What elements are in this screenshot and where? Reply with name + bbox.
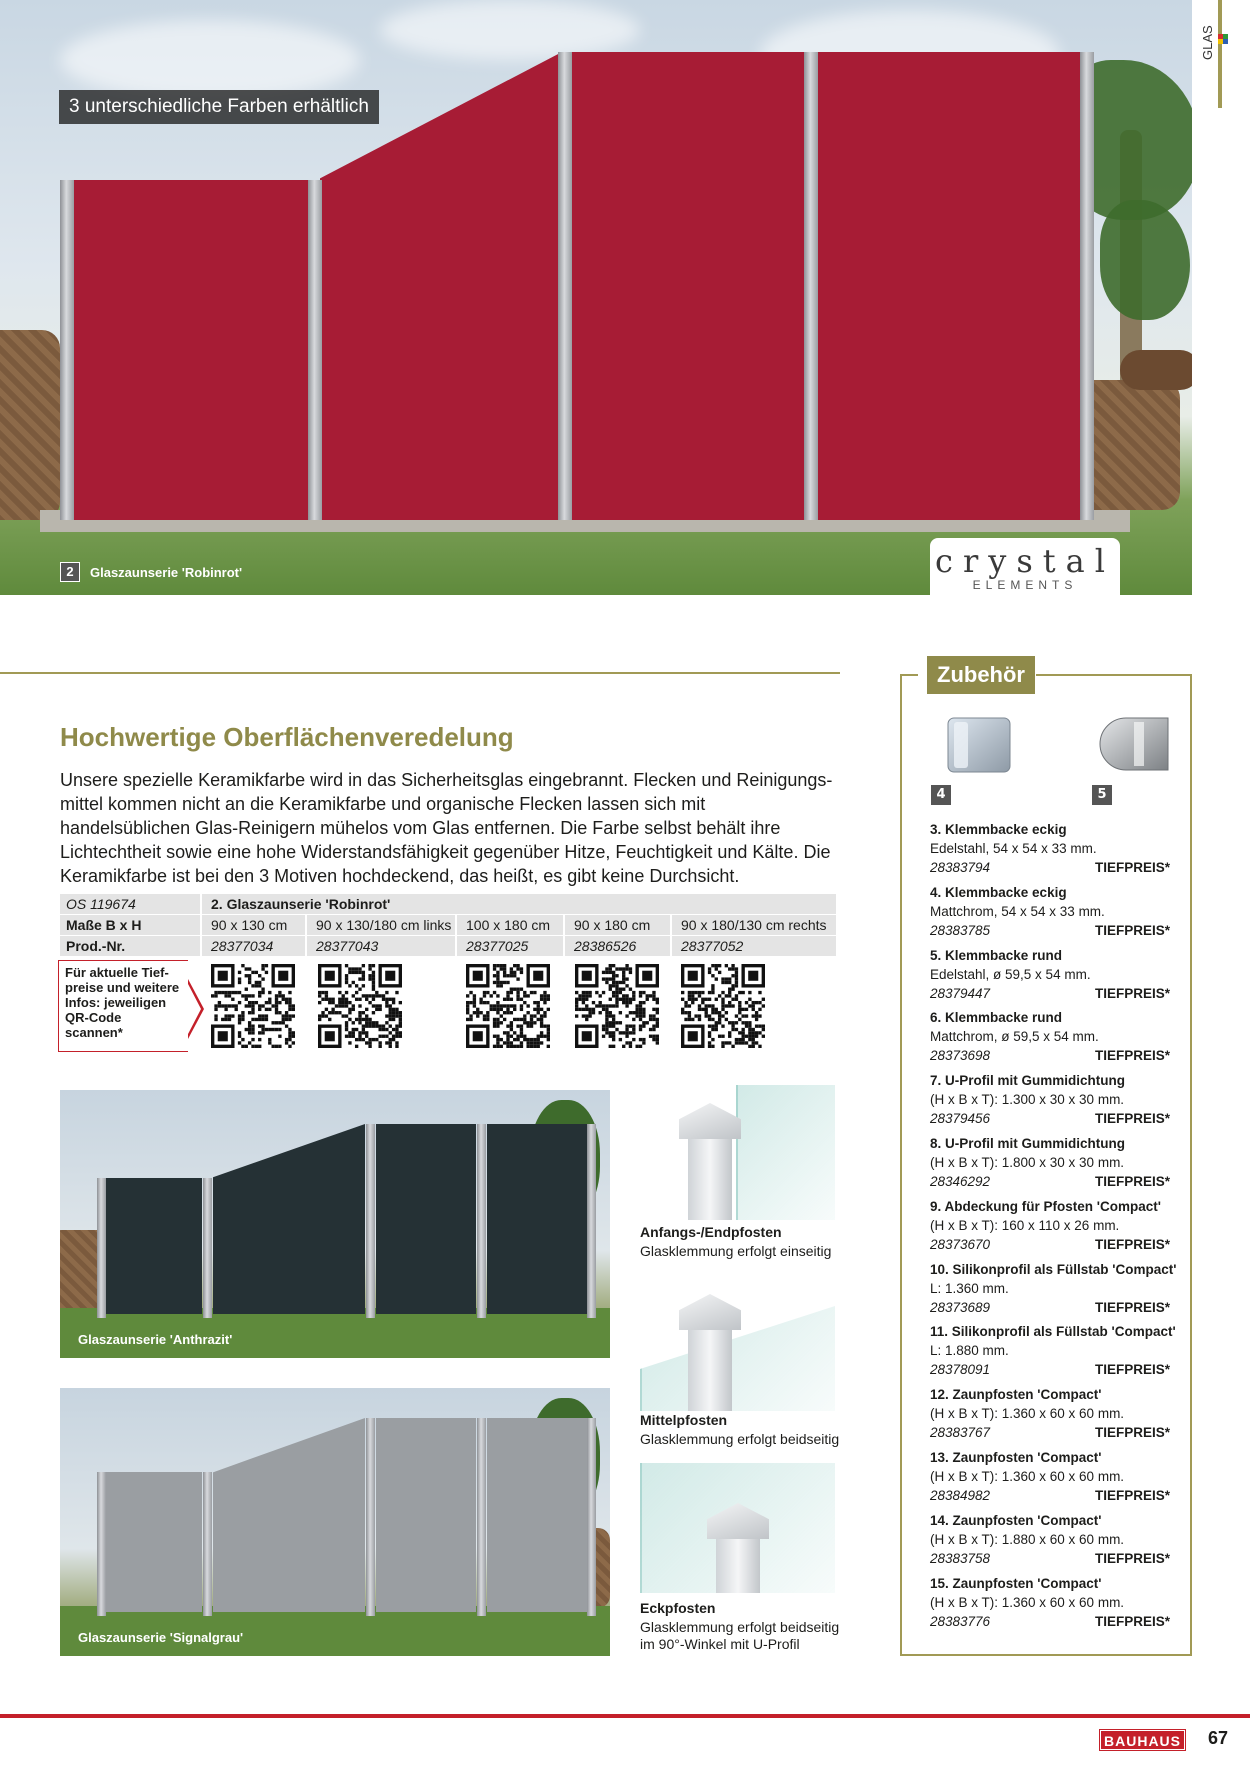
accessory-desc: Edelstahl, ø 59,5 x 54 mm. xyxy=(930,966,1091,982)
hero-caption-text: Glaszaunserie 'Robinrot' xyxy=(90,564,243,580)
accessory-title: 10. Silikonprofil als Füllstab 'Compact' xyxy=(930,1261,1177,1277)
price-label: TIEFPREIS* xyxy=(1094,1236,1170,1252)
hero-image xyxy=(0,0,1192,595)
accessory-item xyxy=(930,1260,1177,1323)
prod-label: Prod.-Nr. xyxy=(66,938,126,954)
fence-panel xyxy=(572,52,804,520)
accessory-title: 8. U-Profil mit Gummidichtung xyxy=(930,1135,1125,1151)
footer-rule xyxy=(0,1714,1250,1718)
accessory-desc: (H x B x T): 1.360 x 60 x 60 mm. xyxy=(930,1468,1125,1484)
category-color-dots xyxy=(1218,34,1228,44)
accessory-desc: (H x B x T): 1.880 x 60 x 60 mm. xyxy=(930,1531,1125,1547)
accessory-prod-nr: 28346292 TIEFPREIS* xyxy=(930,1173,1170,1189)
image-number: 4 xyxy=(931,785,951,805)
size-cell: 100 x 180 cm xyxy=(466,917,551,933)
size-cell: 90 x 180/130 cm rechts xyxy=(681,917,827,933)
price-label: TIEFPREIS* xyxy=(1094,1173,1170,1189)
section-heading: Hochwertige Oberflächenveredelung xyxy=(60,722,514,752)
clamp-square-image xyxy=(940,712,1020,776)
accessory-desc: L: 1.880 mm. xyxy=(930,1343,1009,1359)
price-label: TIEFPREIS* xyxy=(1094,985,1170,1001)
fence-panel xyxy=(72,180,308,520)
accessory-item xyxy=(930,1574,1170,1637)
post-desc-middle: Glasklemmung erfolgt beidseitig xyxy=(640,1431,840,1447)
accessory-item xyxy=(930,1134,1170,1197)
size-cell: 90 x 130/180 cm links xyxy=(316,917,452,933)
fence-image-anthrazit xyxy=(60,1090,610,1358)
post-illustration-corner xyxy=(640,1463,835,1593)
accessory-desc: (H x B x T): 1.360 x 60 x 60 mm. xyxy=(930,1406,1125,1422)
accessory-title: 9. Abdeckung für Pfosten 'Compact' xyxy=(930,1198,1161,1214)
accessory-desc: (H x B x T): 1.360 x 60 x 60 mm. xyxy=(930,1594,1125,1610)
price-label: TIEFPREIS* xyxy=(1094,1613,1170,1629)
prod-cell: 28377034 xyxy=(211,938,274,954)
table-title: 2. Glaszaunserie 'Robinrot' xyxy=(211,896,391,912)
fence-caption-signalgrau: Glaszaunserie 'Signalgrau' xyxy=(78,1630,244,1645)
accessory-prod-nr: 28384982 TIEFPREIS* xyxy=(930,1487,1170,1503)
accessory-item xyxy=(930,883,1170,946)
accessory-item xyxy=(930,820,1170,883)
accessory-item xyxy=(930,1511,1170,1574)
accessory-desc: (H x B x T): 160 x 110 x 26 mm. xyxy=(930,1217,1120,1233)
post-illustration-end xyxy=(640,1085,835,1220)
accessory-item xyxy=(930,1008,1170,1071)
accessory-item xyxy=(930,946,1170,1009)
image-number: 2 xyxy=(60,562,80,582)
qr-code[interactable] xyxy=(211,964,295,1048)
accessories-heading: Zubehör xyxy=(927,656,1035,694)
accessory-title: 12. Zaunpfosten 'Compact' xyxy=(930,1387,1102,1403)
fence-post xyxy=(558,52,572,520)
category-label: GLAS xyxy=(1200,25,1215,60)
fence-post xyxy=(60,180,74,520)
post-title-corner: Eckpfosten xyxy=(640,1600,716,1616)
accessory-prod-nr: 28373698 TIEFPREIS* xyxy=(930,1048,1170,1064)
fence-image-signalgrau xyxy=(60,1388,610,1656)
price-label: TIEFPREIS* xyxy=(1094,1048,1170,1064)
product-table xyxy=(60,894,836,957)
dim-label: Maße B x H xyxy=(66,917,142,933)
prod-cell: 28377025 xyxy=(466,938,529,954)
accessory-item xyxy=(930,1448,1170,1511)
accessory-desc: Mattchrom, ø 59,5 x 54 mm. xyxy=(930,1029,1099,1045)
accessory-prod-nr: 28383767 TIEFPREIS* xyxy=(930,1425,1170,1441)
colors-available-tag: 3 unterschiedliche Farben erhältlich xyxy=(59,90,379,124)
bauhaus-logo: BAUHAUS xyxy=(1100,1730,1185,1750)
accessory-prod-nr: 28383758 TIEFPREIS* xyxy=(930,1550,1170,1566)
accessory-desc: Mattchrom, 54 x 54 x 33 mm. xyxy=(930,903,1105,919)
category-tab xyxy=(1192,0,1250,110)
accessory-prod-nr: 28383794 TIEFPREIS* xyxy=(930,860,1170,875)
section-rule xyxy=(0,672,840,674)
price-label: TIEFPREIS* xyxy=(1094,1111,1170,1127)
section-intro: Unsere spezielle Keramikfarbe wird in das Sicherheitsglas eingebrannt. Flecken und Reinigungs-mittel kommen nicht an die Keramikfarbe und organische Flecken lassen sich mit handelsüblichen Glas-Reinigern mühelos vom Glas entfernen. Die Farbe selbst behält ihre Lichtechtheit sowie eine hohe Widerstandsfähigkeit gegenüber Hitze, Feuchtigkeit und Kälte. Die Keramikfarbe ist bei den 3 Motiven hochdeckend, das heißt, es gibt keine Durchsicht. xyxy=(60,770,833,886)
prod-cell: 28377043 xyxy=(316,938,379,954)
accessory-desc: L: 1.360 mm. xyxy=(930,1280,1009,1296)
accessory-title: 11. Silikonprofil als Füllstab 'Compact' xyxy=(930,1324,1176,1340)
accessory-desc: (H x B x T): 1.300 x 30 x 30 mm. xyxy=(930,1092,1125,1108)
accessory-title: 7. U-Profil mit Gummidichtung xyxy=(930,1073,1125,1089)
qr-code[interactable] xyxy=(318,964,402,1048)
fence-caption-anthrazit: Glaszaunserie 'Anthrazit' xyxy=(78,1332,233,1347)
prod-cell: 28377052 xyxy=(681,938,744,954)
post-title-middle: Mittelpfosten xyxy=(640,1412,728,1428)
price-label: TIEFPREIS* xyxy=(1094,1550,1170,1566)
page-number: 67 xyxy=(1208,1728,1229,1748)
price-label: TIEFPREIS* xyxy=(1094,1425,1170,1441)
post-illustration-middle xyxy=(640,1276,835,1411)
accessory-desc: (H x B x T): 1.800 x 30 x 30 mm. xyxy=(930,1154,1125,1170)
accessory-item xyxy=(930,1322,1176,1385)
fence-post xyxy=(804,52,818,520)
accessory-title: 13. Zaunpfosten 'Compact' xyxy=(930,1449,1102,1465)
price-label: TIEFPREIS* xyxy=(1094,922,1170,938)
accessory-item xyxy=(930,1071,1170,1134)
post-desc-corner: Glasklemmung erfolgt beidseitig im 90°-Winkel mit U-Profil xyxy=(640,1619,840,1652)
accessory-desc: Edelstahl, 54 x 54 x 33 mm. xyxy=(930,841,1097,856)
price-label: TIEFPREIS* xyxy=(1094,1362,1170,1378)
accessory-prod-nr: 28383776 TIEFPREIS* xyxy=(930,1613,1170,1629)
accessory-prod-nr: 28383785 TIEFPREIS* xyxy=(930,922,1170,938)
clamp-round-image xyxy=(1096,712,1176,776)
fence-post xyxy=(308,180,322,520)
qr-note: Für aktuelle Tief-preise und weitere Infos: jeweiligen QR-Code scannen* xyxy=(58,960,188,1052)
size-cell: 90 x 180 cm xyxy=(574,917,651,933)
prod-cell: 28386526 xyxy=(574,938,637,954)
accessory-item xyxy=(930,1385,1170,1448)
qr-code[interactable] xyxy=(681,964,765,1048)
accessory-prod-nr: 28373689 TIEFPREIS* xyxy=(930,1299,1170,1315)
accessory-prod-nr: 28379447 TIEFPREIS* xyxy=(930,985,1170,1001)
accessory-item xyxy=(930,1197,1170,1260)
accessory-prod-nr: 28379456 TIEFPREIS* xyxy=(930,1111,1170,1127)
fence-panel xyxy=(816,52,1088,520)
accessory-title: 6. Klemmbacke rund xyxy=(930,1010,1063,1026)
accessory-title: 3. Klemmbacke eckig xyxy=(930,822,1067,837)
crystal-elements-logo: crystal ELEMENTS xyxy=(930,538,1120,600)
fence-post xyxy=(1080,52,1094,520)
price-label: TIEFPREIS* xyxy=(1094,1487,1170,1503)
price-label: TIEFPREIS* xyxy=(1094,1299,1170,1315)
os-code: OS 119674 xyxy=(66,896,136,912)
qr-code[interactable] xyxy=(466,964,550,1048)
size-cell: 90 x 130 cm xyxy=(211,917,288,933)
price-label: TIEFPREIS* xyxy=(1094,860,1170,875)
accessory-title: 14. Zaunpfosten 'Compact' xyxy=(930,1512,1102,1528)
accessory-prod-nr: 28373670 TIEFPREIS* xyxy=(930,1236,1170,1252)
accessory-prod-nr: 28378091 TIEFPREIS* xyxy=(930,1362,1170,1378)
accessory-title: 5. Klemmbacke rund xyxy=(930,947,1063,963)
hero-caption xyxy=(60,562,242,582)
qr-code[interactable] xyxy=(575,964,659,1048)
accessory-title: 15. Zaunpfosten 'Compact' xyxy=(930,1575,1102,1591)
post-title-end: Anfangs-/Endpfosten xyxy=(640,1224,782,1240)
image-number: 5 xyxy=(1092,785,1112,805)
accessories-list xyxy=(930,820,1177,1636)
post-desc-end: Glasklemmung erfolgt einseitig xyxy=(640,1243,832,1259)
accessory-title: 4. Klemmbacke eckig xyxy=(930,884,1067,900)
